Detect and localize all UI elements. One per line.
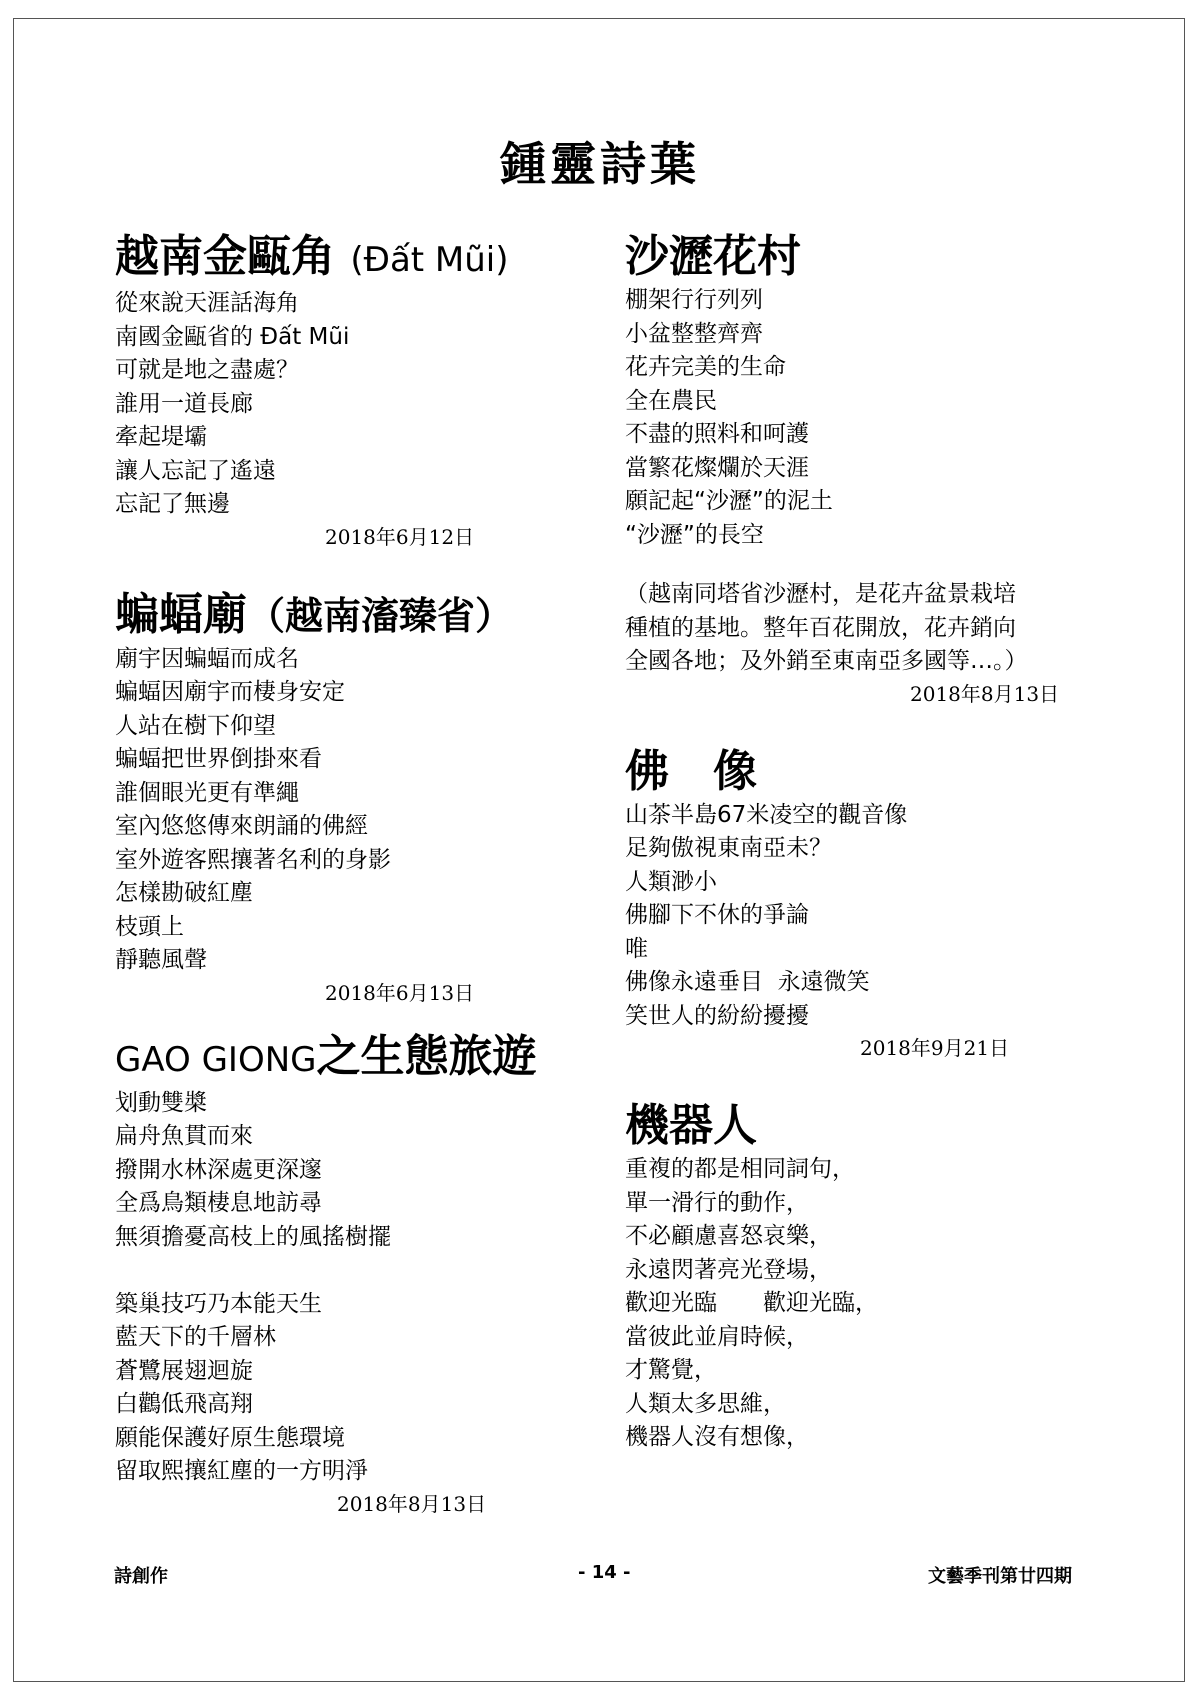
poem-line: 棚架行行列列	[625, 287, 763, 313]
poem-line: 讓人忘記了遙遠	[115, 457, 276, 484]
poem-line: 人類太多思維，	[625, 1390, 786, 1417]
poem-line: 花卉完美的生命	[625, 354, 786, 380]
poem-line: 藍天下的千層林	[115, 1324, 276, 1350]
poem-line: 室外遊客熙攘著名利的身影	[115, 846, 391, 873]
poem-title	[115, 1030, 575, 1087]
poem-line: 永遠閃著亮光登場，	[625, 1256, 832, 1283]
poem-title: 沙瀝花村	[625, 231, 801, 282]
poem-line: 蝙蝠因廟宇而棲身安定	[115, 679, 345, 705]
poem-title: 機器人	[625, 1100, 757, 1151]
poem-line: 無須擔憂高枝上的風搖樹擺	[115, 1223, 391, 1250]
page-title: 鍾靈詩葉	[500, 137, 700, 191]
poem-line: 划動雙槳	[115, 1089, 207, 1116]
poem-line: 白鸛低飛高翔	[115, 1391, 253, 1417]
poem-line: 誰個眼光更有準繩	[115, 779, 299, 806]
stanza-break	[625, 552, 1105, 578]
poem-title	[115, 588, 575, 643]
poem-line: 從來說天涯話海角	[115, 290, 299, 316]
poem-robot	[625, 1099, 1105, 1455]
poem-title-text: 蝙蝠廟	[115, 588, 247, 640]
poem-date: 2018年6月13日	[325, 980, 475, 1005]
poem-line: 機器人沒有想像，	[625, 1424, 809, 1450]
poem-line: 廟宇因蝙蝠而成名	[115, 645, 299, 672]
poem-line: 築巢技巧乃本能天生	[115, 1290, 322, 1317]
poem-line: 撥開水林深處更深邃	[115, 1156, 322, 1183]
poem-line: 才驚覺，	[625, 1357, 717, 1383]
poem-line: 山茶半島67米凌空的觀音像	[625, 801, 908, 828]
poem-dat-mui	[115, 230, 575, 552]
poem-line: 靜聽風聲	[115, 947, 207, 973]
poem-line: 小盆整整齊齊	[625, 320, 763, 347]
poem-line: 扁舟魚貫而來	[115, 1123, 253, 1149]
poem-line: 南國金甌省的 Đất Mũi	[115, 323, 350, 350]
poem-title: 佛 像	[625, 745, 757, 797]
poem-line: 蒼鷺展翅迴旋	[115, 1357, 253, 1384]
poem-note-line: （越南同塔省沙瀝村，是花卉盆景栽培	[625, 581, 1016, 607]
poem-line: 佛像永遠垂目 永遠微笑	[625, 969, 870, 995]
poem-title-text: 越南金甌角	[115, 231, 335, 282]
poem-line: 可就是地之盡處？	[115, 357, 299, 383]
footer-page-number: - 14 -	[578, 1562, 631, 1583]
poem-title	[115, 230, 575, 287]
footer-publication: 文藝季刊第廿四期	[928, 1566, 1072, 1587]
poem-line: 願能保護好原生態環境	[115, 1424, 345, 1451]
poem-note-line: 種植的基地。整年百花開放，花卉銷向	[625, 614, 1016, 641]
poem-line: 室內悠悠傳來朗誦的佛經	[115, 813, 368, 839]
poem-line: 笑世人的紛紛擾擾	[625, 1002, 809, 1029]
poem-line: 單一滑行的動作，	[625, 1189, 809, 1216]
poem-subtitle: （越南滀臻省）	[247, 592, 514, 638]
poem-line: 足夠傲視東南亞未？	[625, 835, 832, 861]
poem-line: 全在農民	[625, 387, 717, 414]
poem-line: 枝頭上	[115, 913, 184, 940]
poem-line: 人類渺小	[625, 868, 717, 895]
poem-line: 歡迎光臨 歡迎光臨，	[625, 1290, 878, 1316]
poem-date: 2018年6月12日	[325, 524, 475, 549]
poem-date: 2018年8月13日	[910, 681, 1060, 706]
poem-line: 蝙蝠把世界倒掛來看	[115, 746, 322, 772]
poem-line: 重複的都是相同詞句，	[625, 1156, 855, 1182]
poem-line: 牽起堤壩	[115, 424, 207, 450]
poem-line: 不盡的照料和呵護	[625, 421, 809, 447]
poem-gao-giong	[115, 1030, 575, 1519]
poem-line: 唯	[625, 935, 648, 962]
poem-line: 全爲鳥類棲息地訪尋	[115, 1190, 322, 1216]
poem-line: 怎樣勘破紅塵	[115, 880, 253, 906]
poem-line: 誰用一道長廊	[115, 390, 253, 417]
right-column	[625, 230, 1105, 1455]
poem-date: 2018年9月21日	[860, 1036, 1010, 1060]
poem-line: 人站在樹下仰望	[115, 712, 276, 739]
poem-line: “沙瀝”的長空	[625, 521, 764, 548]
left-column	[115, 230, 575, 1519]
poem-line: 留取熙攘紅塵的一方明淨	[115, 1458, 368, 1484]
poem-sa-dec	[625, 230, 1105, 709]
poem-buddha	[625, 745, 1105, 1064]
poem-bat-temple	[115, 588, 575, 1008]
stanza-break	[115, 1254, 575, 1288]
poem-title-latin: GAO GIONG	[115, 1039, 317, 1080]
poem-note-line: 全國各地；及外銷至東南亞多國等…。）	[625, 648, 1028, 674]
poem-line: 願記起“沙瀝”的泥土	[625, 488, 833, 514]
poem-line: 當繁花燦爛於天涯	[625, 454, 809, 481]
poem-subtitle: (Đất Mũi)	[350, 240, 509, 280]
poem-title-text: 之生態旅遊	[316, 1030, 537, 1082]
poem-line: 不必顧慮喜怒哀樂，	[625, 1223, 832, 1249]
poem-line: 忘記了無邊	[115, 491, 230, 517]
poem-line: 佛腳下不休的爭論	[625, 902, 809, 928]
footer-section-label: 詩創作	[114, 1566, 168, 1587]
poem-line: 當彼此並肩時候，	[625, 1323, 809, 1350]
poem-date: 2018年8月13日	[337, 1491, 487, 1516]
